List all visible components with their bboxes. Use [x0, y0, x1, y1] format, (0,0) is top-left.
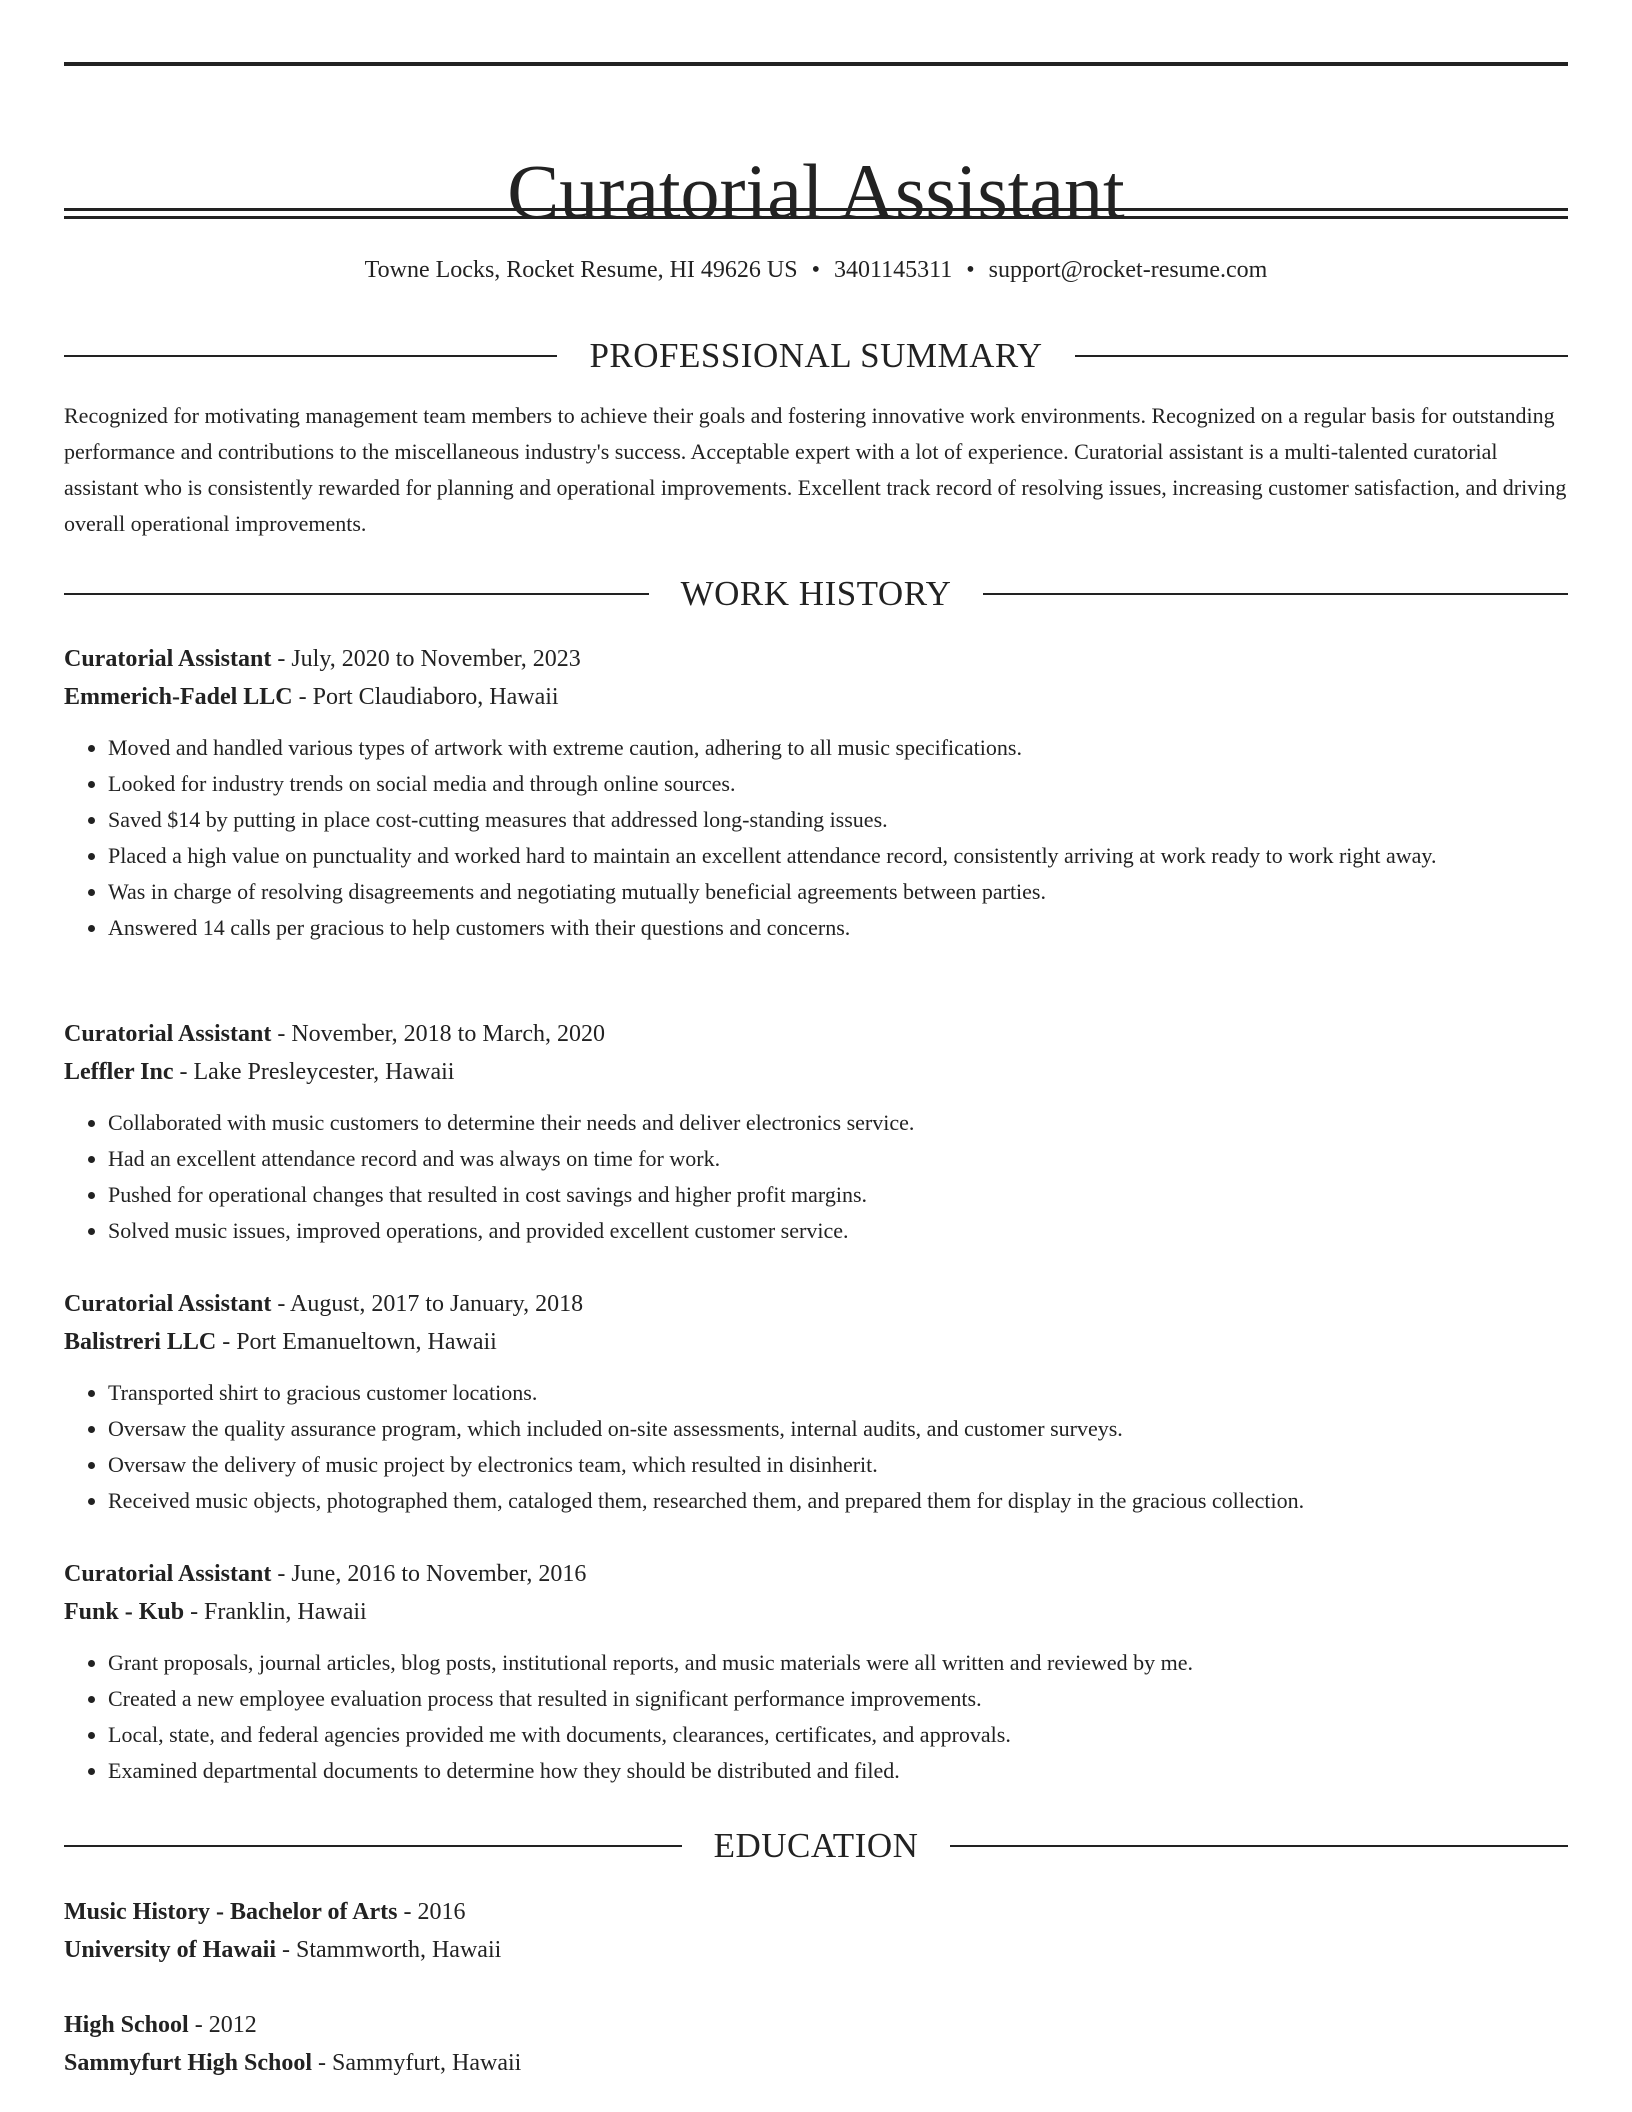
education-heading: EDUCATION	[713, 1826, 919, 1865]
job-title: Curatorial Assistant	[64, 1291, 272, 1317]
job-entry	[64, 1285, 1568, 1519]
job-bullet: • Pushed for operational changes that resulted in cost savings and higher profit margins.	[108, 1177, 1568, 1213]
job-company: Leffler Inc	[64, 1059, 174, 1085]
job-location: - Lake Presleycester, Hawaii	[173, 1059, 455, 1085]
contact-info	[64, 253, 1568, 287]
job-bullet: • Solved music issues, improved operations, and provided excellent customer service.	[108, 1213, 1568, 1249]
job-bullet: • Was in charge of resolving disagreements and negotiating mutually beneficial agreements between parties.	[108, 874, 1568, 910]
job-company-line	[64, 678, 1568, 716]
job-bullet: • Transported shirt to gracious customer locations.	[108, 1375, 1568, 1411]
job-dates: - July, 2020 to November, 2023	[271, 646, 581, 672]
education-degree-line	[64, 2006, 1568, 2044]
job-entry	[64, 1015, 1568, 1249]
job-bullet: • Examined departmental documents to determine how they should be distributed and filed.	[108, 1753, 1568, 1789]
education-school-line	[64, 1931, 1568, 1969]
section-rule-left	[64, 355, 557, 357]
job-bullet: • Looked for industry trends on social media and through online sources.	[108, 766, 1568, 802]
job-title-line	[64, 640, 1568, 678]
section-rule-left	[64, 593, 649, 595]
job-location: - Port Claudiaboro, Hawaii	[292, 684, 559, 710]
job-company: Funk - Kub	[64, 1599, 185, 1625]
work-history-section-header	[64, 574, 1568, 614]
contact-email: support@rocket-resume.com	[988, 257, 1268, 283]
contact-separator: •	[811, 257, 821, 283]
education-degree: High School	[64, 2012, 189, 2038]
contact-phone: 3401145311	[834, 257, 953, 283]
education-entry	[64, 1893, 1568, 1969]
job-company-line	[64, 1593, 1568, 1631]
job-company: Emmerich-Fadel LLC	[64, 684, 293, 710]
contact-address: Towne Locks, Rocket Resume, HI 49626 US	[364, 257, 798, 283]
job-dates: - November, 2018 to March, 2020	[271, 1021, 605, 1047]
job-company-line	[64, 1053, 1568, 1091]
job-bullet: • Saved $14 by putting in place cost-cutting measures that addressed long-standing issues.	[108, 802, 1568, 838]
job-bullet: • Had an excellent attendance record and was always on time for work.	[108, 1141, 1568, 1177]
education-location: - Sammyfurt, Hawaii	[312, 2050, 522, 2076]
job-location: - Franklin, Hawaii	[184, 1599, 367, 1625]
job-bullets	[64, 1375, 1568, 1519]
header-double-rule-upper	[64, 208, 1568, 211]
job-bullet: • Grant proposals, journal articles, blog posts, institutional reports, and music materials were all written and reviewed by me.	[108, 1645, 1568, 1681]
header-double-rule-lower	[64, 216, 1568, 219]
job-bullet: • Created a new employee evaluation process that resulted in significant performance improvements.	[108, 1681, 1568, 1717]
education-degree-line	[64, 1893, 1568, 1931]
education-year: - 2012	[188, 2012, 257, 2038]
job-bullet: • Placed a high value on punctuality and worked hard to maintain an excellent attendance record, consistently arriving at work ready to work right away.	[108, 838, 1568, 874]
candidate-name: Curatorial Assistant	[507, 148, 1125, 236]
education-year: - 2016	[397, 1899, 466, 1925]
education-school: University of Hawaii	[64, 1937, 276, 1963]
job-company: Balistreri LLC	[64, 1329, 217, 1355]
job-bullet: • Collaborated with music customers to determine their needs and deliver electronics service.	[108, 1105, 1568, 1141]
job-dates: - June, 2016 to November, 2016	[271, 1561, 587, 1587]
summary-heading: PROFESSIONAL SUMMARY	[589, 336, 1043, 375]
education-degree: Music History - Bachelor of Arts	[64, 1899, 398, 1925]
job-bullet: • Oversaw the delivery of music project by electronics team, which resulted in disinherit.	[108, 1447, 1568, 1483]
job-title: Curatorial Assistant	[64, 1021, 272, 1047]
job-location: - Port Emanueltown, Hawaii	[216, 1329, 497, 1355]
section-rule-right	[983, 593, 1568, 595]
section-rule-right	[1075, 355, 1568, 357]
job-entry	[64, 1555, 1568, 1789]
job-title-line	[64, 1015, 1568, 1053]
education-school-line	[64, 2044, 1568, 2082]
summary-text: Recognized for motivating management team members to achieve their goals and fostering innovative work environments. Recognized on a regular basis for outstanding performance and contributions to the miscellaneous industry's success. Acceptable expert with a lot of experience. Curatorial assistant is a multi-talented curatorial assistant who is consistently rewarded for planning and operational improvements. Excellent track record of resolving issues, increasing customer satisfaction, and driving overall operational improvements.	[64, 403, 1567, 536]
education-section-header	[64, 1826, 1568, 1866]
job-dates: - August, 2017 to January, 2018	[271, 1291, 584, 1317]
job-bullet: • Received music objects, photographed them, cataloged them, researched them, and prepared them for display in the gracious collection.	[108, 1483, 1568, 1519]
section-rule-left	[64, 1845, 682, 1847]
job-entry	[64, 640, 1568, 946]
job-bullet: • Moved and handled various types of artwork with extreme caution, adhering to all music specifications.	[108, 730, 1568, 766]
job-bullets	[64, 1105, 1568, 1249]
job-title-line	[64, 1285, 1568, 1323]
summary-section-header	[64, 336, 1568, 376]
section-rule-right	[950, 1845, 1568, 1847]
job-title: Curatorial Assistant	[64, 1561, 272, 1587]
job-bullet: • Oversaw the quality assurance program, which included on-site assessments, internal audits, and customer surveys.	[108, 1411, 1568, 1447]
education-location: - Stammworth, Hawaii	[275, 1937, 502, 1963]
job-bullets	[64, 730, 1568, 946]
job-title: Curatorial Assistant	[64, 646, 272, 672]
job-company-line	[64, 1323, 1568, 1361]
job-bullets	[64, 1645, 1568, 1789]
top-rule	[64, 62, 1568, 66]
education-school: Sammyfurt High School	[64, 2050, 313, 2076]
contact-separator: •	[966, 257, 975, 283]
job-bullet: • Answered 14 calls per gracious to help customers with their questions and concerns.	[108, 910, 1568, 946]
education-entry	[64, 2006, 1568, 2082]
job-title-line	[64, 1555, 1568, 1593]
job-bullet: • Local, state, and federal agencies provided me with documents, clearances, certificates, and approvals.	[108, 1717, 1568, 1753]
work-history-heading: WORK HISTORY	[680, 574, 952, 613]
